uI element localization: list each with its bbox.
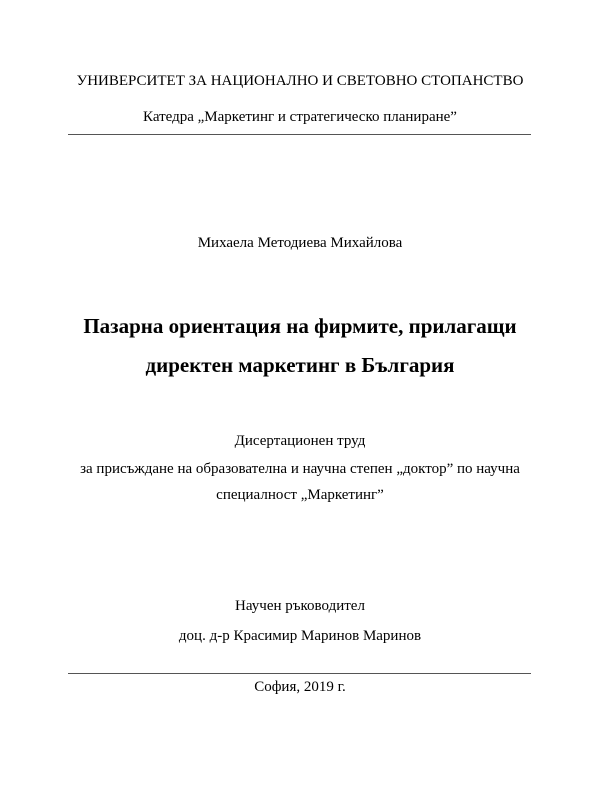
university-name: УНИВЕРСИТЕТ ЗА НАЦИОНАЛНО И СВЕТОВНО СТОПАНСТВО	[76, 73, 524, 89]
supervisor-name: доц. д-р Красимир Маринов Маринов	[178, 628, 422, 644]
degree-purpose: за присъждане на образователна и научна степен „доктор” по научна	[80, 461, 520, 477]
thesis-title-line-1: Пазарна ориентация на фирмите, прилагащи	[83, 314, 517, 338]
specialty: специалност „Маркетинг”	[216, 487, 384, 503]
footer-divider	[68, 673, 531, 674]
thesis-title-line-2: директен маркетинг в България	[145, 353, 455, 377]
supervisor-label: Научен ръководител	[235, 598, 365, 614]
department-name: Катедра „Маркетинг и стратегическо планиране”	[143, 109, 457, 125]
place-and-year: София, 2019 г.	[254, 679, 346, 695]
header-divider	[68, 134, 531, 135]
author-name: Михаела Методиева Михайлова	[197, 235, 403, 251]
thesis-type: Дисертационен труд	[234, 433, 366, 449]
